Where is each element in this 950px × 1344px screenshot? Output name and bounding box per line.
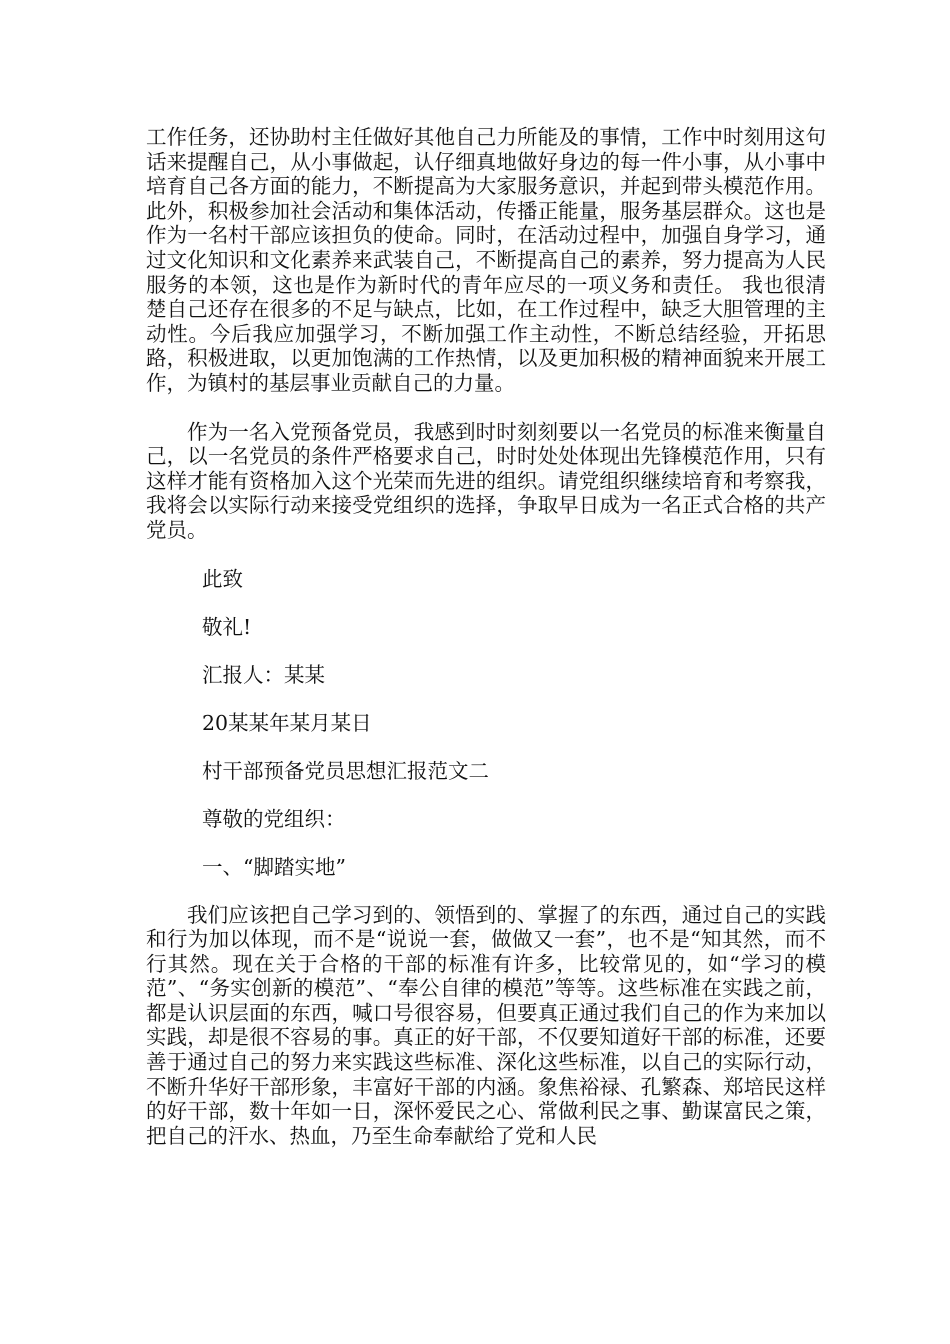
body-paragraph: 作为一名入党预备党员，我感到时时刻刻要以一名党员的标准来衡量自己，以一名党员的条件严格要求自己，时时处处体现出先锋模范作用，只有这样才能有资格加入这个光荣而先进的组织。请党组织继续培育和考察我，我将会以实际行动来接受党组织的选择，争取早日成为一名正式合格的共产党员。 (146, 419, 826, 542)
greeting-line: 尊敬的党组织： (202, 806, 346, 831)
salute-line: 敬礼! (202, 614, 252, 639)
closing-line: 此致 (202, 566, 243, 591)
body-paragraph: 工作任务，还协助村主任做好其他自己力所能及的事情，工作中时刻用这句话来提醒自己，从小事做起，认仔细真地做好身边的每一件小事，从小事中培育自己各方面的能力，不断提高为大家服务意识，并起到带头模范作用。此外，积极参加社会活动和集体活动，传播正能量，服务基层群众。这也是作为一名村干部应该担负的使命。同时，在活动过程中，加强自身学习，通过文化知识和文化素养来武装自己，不断提高自己的素养，努力提高为人民服务的本领，这也是作为新时代的青年应尽的一项义务和责任。 我也很清楚自己还存在很多的不足与缺点，比如，在工作过程中，缺乏大胆管理的主动性。今后我应加强学习，不断加强工作主动性，不断总结经验，开拓思路，积极进取，以更加饱满的工作热情，以及更加积极的精神面貌来开展工作，为镇村的基层事业贡献自己的力量。 (146, 125, 826, 395)
body-paragraph: 我们应该把自己学习到的、领悟到的、掌握了的东西，通过自己的实践和行为加以体现，而不是“说说一套，做做又一套”，也不是“知其然，而不行其然。现在关于合格的干部的标准有许多，比较常见的，如“学习的模范”、“务实创新的模范”、“奉公自律的模范”等等。这些标准在实践之前，都是认识层面的东西，喊口号很容易，但要真正通过我们自己的作为来加以实践，却是很不容易的事。真正的好干部，不仅要知道好干部的标准，还要善于通过自己的努力来实践这些标准、深化这些标准，以自己的实际行动，不断升华好干部形象，丰富好干部的内涵。象焦裕禄、孔繁森、郑培民这样的好干部，数十年如一日，深怀爱民之心、常做利民之事、勤谋富民之策，把自己的汗水、热血，乃至生命奉献给了党和人民 (146, 902, 826, 1148)
section-title: 村干部预备党员思想汇报范文二 (202, 758, 489, 783)
reporter-line: 汇报人：某某 (202, 662, 325, 687)
section-heading: 一、“脚踏实地” (202, 854, 346, 879)
document-page (146, 125, 826, 1148)
date-line: 20某某年某月某日 (202, 710, 372, 735)
